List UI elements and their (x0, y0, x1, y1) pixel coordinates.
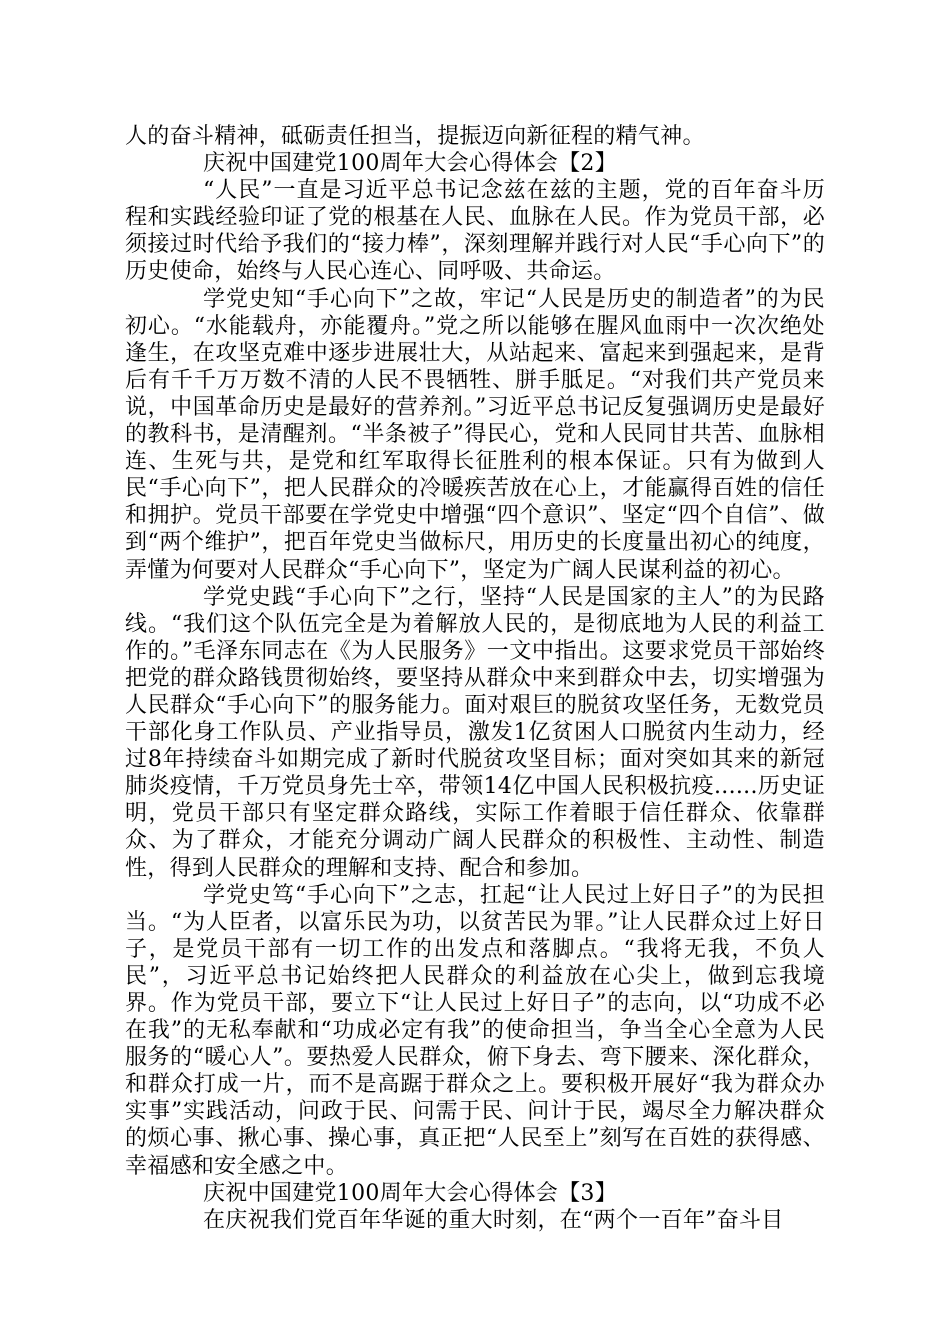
paragraph-practice: 学党史践“手心向下”之行，坚持“人民是国家的主人”的为民路线。“我们这个队伍完全是为着解放人民的，是彻底地为人民的利益工作的。”毛泽东同志在《为人民服务》一文中指出。这要求党员干部始终把党的群众路钱贯彻始终，要坚持从群众中来到群众中去，切实增强为人民群众“手心向下”的服务能力。面对艰巨的脱贫攻坚任务，无数党员干部化身工作队员、产业指导员，激发1亿贫困人口脱贫内生动力，经过8年持续奋斗如期完成了新时代脱贫攻坚目标；面对突如其来的新冠肺炎疫情，千万党员身先士卒，带领14亿中国人民积极抗疫......历史证明，党员干部只有坚定群众路线，实际工作着眼于信任群众、依靠群众、为了群众，才能充分调动广阔人民群众的积极性、主动性、制造性，得到人民群众的理解和支持、配合和参加。 (125, 584, 825, 881)
paragraph-opening: 在庆祝我们党百年华诞的重大时刻，在“两个一百年”奋斗目 (203, 1207, 784, 1233)
paragraph-intro: “人民”一直是习近平总书记念兹在兹的主题，党的百年奋斗历程和实践经验印证了党的根基在人民、血脉在人民。作为党员干部，必须接过时代给予我们的“接力棒”，深刻理解并践行对人民“手心向下”的历史使命，始终与人民心连心、同呼吸、共命运。 (125, 178, 825, 285)
document-body (125, 123, 825, 1234)
section-heading-2: 庆祝中国建党100周年大会心得体会【2】 (203, 151, 617, 177)
paragraph-continuation: 人的奋斗精神，砥砺责任担当，提振迈向新征程的精气神。 (125, 124, 705, 149)
paragraph-resolve: 学党史笃“手心向下”之志，扛起“让人民过上好日子”的为民担当。“为人臣者，以富乐民为功，以贫苦民为罪。”让人民群众过上好日子，是党员干部有一切工作的出发点和落脚点。“我将无我，不负人民”，习近平总书记始终把人民群众的利益放在心尖上，做到忘我境界。作为党员干部，要立下“让人民过上好日子”的志向，以“功成不必在我”的无私奉献和“功成必定有我”的使命担当，争当全心全意为人民服务的“暖心人”。要热爱人民群众，俯下身去、弯下腰来、深化群众，和群众打成一片，而不是高踞于群众之上。要积极开展好“我为群众办实事”实践活动，问政于民、问需于民、问计于民，竭尽全力解决群众的烦心事、揪心事、操心事，真正把“人民至上”刻写在百姓的获得感、幸福感和安全感之中。 (125, 882, 825, 1179)
section-heading-3: 庆祝中国建党100周年大会心得体会【3】 (203, 1180, 617, 1206)
paragraph-know: 学党史知“手心向下”之故，牢记“人民是历史的制造者”的为民初心。“水能载舟，亦能覆舟。”党之所以能够在腥风血雨中一次次绝处逢生，在攻坚克难中逐步进展壮大，从站起来、富起来到强起来，是背后有千千万万数不清的人民不畏牺牲、胼手胝足。“对我们共产党员来说，中国革命历史是最好的营养剂。”习近平总书记反复强调历史是最好的教科书，是清醒剂。“半条被子”得民心，党和人民同甘共苦、血脉相连、生死与共，是党和红军取得长征胜利的根本保证。只有为做到人民“手心向下”，把人民群众的冷暖疾苦放在心上，才能赢得百姓的信任和拥护。党员干部要在学党史中增强“四个意识”、坚定“四个自信”、做到“两个维护”，把百年党史当做标尺，用历史的长度量出初心的纯度，弄懂为何要对人民群众“手心向下”，坚定为广阔人民谋利益的初心。 (125, 286, 825, 583)
